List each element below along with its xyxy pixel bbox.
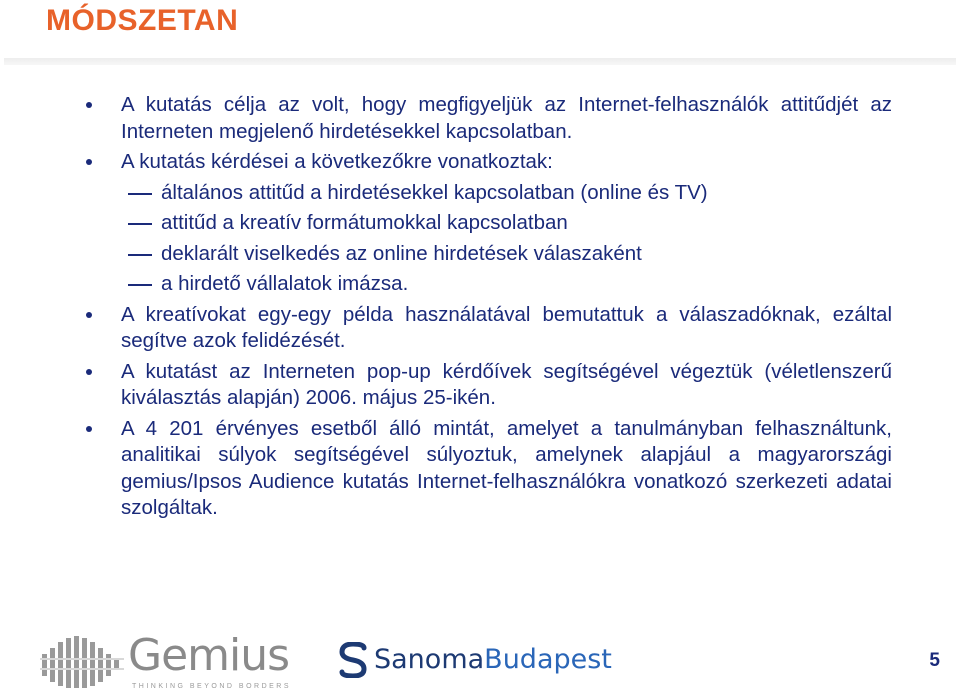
bullet-item <box>86 302 892 355</box>
sanoma-s-icon <box>338 642 368 678</box>
sub-bullet-text: a hirdető vállalatok imázsa. <box>161 272 409 295</box>
bullet-item <box>86 149 892 176</box>
title-divider <box>4 58 956 65</box>
bullet-item <box>86 359 892 412</box>
bullet-text: A 4 201 érvényes esetből álló mintát, amelyet a tanulmányban felhasználtunk, analitikai súlyok segítségével súlyoztuk, amelynek alapjául a magyarországi gemius/Ipsos Audience kutatás Internet-felhasználókra vonatkozó szerkezeti adatai szolgáltak. <box>121 416 892 519</box>
sanoma-budapest-logo <box>338 640 612 686</box>
sanoma-budapest-text <box>374 644 612 675</box>
sub-bullet-text: attitűd a kreatív formátumokkal kapcsolatban <box>161 211 568 234</box>
dash-icon <box>128 284 152 286</box>
sub-bullet-item <box>86 241 892 268</box>
sub-bullet-text: általános attitűd a hirdetésekkel kapcsolatban (online és TV) <box>161 180 708 204</box>
dash-icon <box>128 223 152 225</box>
bullet-text: A kutatást az Interneten pop-up kérdőívek segítségével végeztük (véletlenszerű kiválasztás alapján) 2006. május 25-ikén. <box>121 359 892 409</box>
sub-bullet-text: deklarált viselkedés az online hirdetések válaszaként <box>161 241 642 265</box>
bullet-dot-icon <box>86 102 92 108</box>
gemius-tagline: THINKING BEYOND BORDERS <box>132 683 292 690</box>
bullet-text: A kutatás célja az volt, hogy megfigyeljük az Internet-felhasználók attitűdjét az Interneten megjelenő hirdetésekkel kapcsolatban. <box>121 93 892 143</box>
dash-icon <box>128 193 152 195</box>
bullet-dot-icon <box>86 369 92 375</box>
slide-title: MÓDSZETAN <box>46 4 239 37</box>
sub-bullet-item <box>86 210 892 237</box>
sub-bullet-item <box>86 271 892 298</box>
bullet-dot-icon <box>86 159 92 165</box>
bullet-text: A kreatívokat egy-egy példa használatával bemutattuk a válaszadóknak, ezáltal segítve azok felidézését. <box>121 302 892 352</box>
bullet-dot-icon <box>86 312 92 318</box>
sanoma-text: Sanoma <box>374 644 485 675</box>
bullet-dot-icon <box>86 426 92 432</box>
slide-content <box>86 92 892 526</box>
gemius-logo <box>40 624 325 696</box>
bullet-item <box>86 92 892 145</box>
budapest-text: Budapest <box>484 644 612 675</box>
page-number: 5 <box>929 650 940 671</box>
bullet-item <box>86 416 892 522</box>
gemius-bars-icon <box>40 634 124 690</box>
gemius-logo-text: Gemius <box>128 630 290 681</box>
bullet-text: A kutatás kérdései a következőkre vonatkoztak: <box>121 150 553 173</box>
dash-icon <box>128 254 152 256</box>
sub-bullet-item <box>86 180 892 207</box>
slide-footer <box>0 612 960 698</box>
